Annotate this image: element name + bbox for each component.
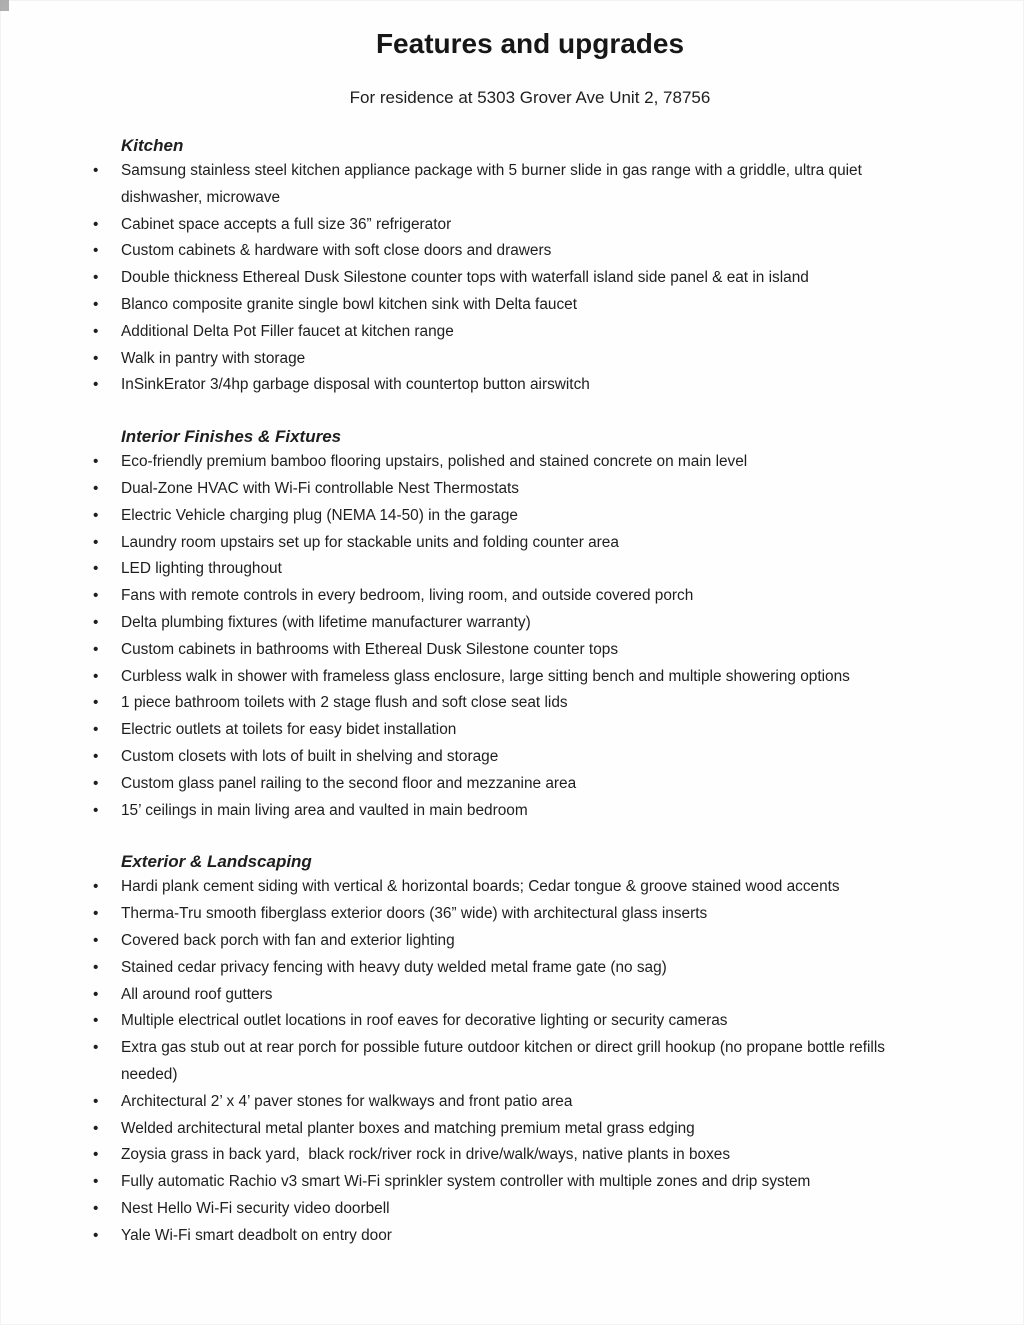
bullet-icon: • xyxy=(93,1199,99,1217)
feature-list xyxy=(93,449,939,824)
list-item-text: Electric Vehicle charging plug (NEMA 14-50) in the garage xyxy=(121,506,518,524)
bullet-icon: • xyxy=(93,242,99,260)
list-item-text: Custom cabinets & hardware with soft close doors and drawers xyxy=(121,242,552,260)
list-item xyxy=(93,1169,939,1196)
list-item xyxy=(93,212,939,239)
list-item-text: Blanco composite granite single bowl kitchen sink with Delta faucet xyxy=(121,295,577,313)
bullet-icon: • xyxy=(93,479,99,497)
list-item xyxy=(93,158,939,212)
list-item xyxy=(93,982,939,1009)
list-item xyxy=(93,265,939,292)
list-item-text: Therma-Tru smooth fiberglass exterior doors (36” wide) with architectural glass inserts xyxy=(121,905,708,923)
list-item xyxy=(93,1142,939,1169)
bullet-icon: • xyxy=(93,931,99,949)
bullet-icon: • xyxy=(93,985,99,1003)
list-item xyxy=(93,717,939,744)
bullet-icon: • xyxy=(93,694,99,712)
list-item-text: Architectural 2’ x 4’ paver stones for walkways and front patio area xyxy=(121,1092,573,1110)
bullet-icon: • xyxy=(93,640,99,658)
bullet-icon: • xyxy=(93,613,99,631)
list-item xyxy=(93,901,939,928)
list-item xyxy=(93,556,939,583)
bullet-icon: • xyxy=(93,453,99,471)
list-item-text: All around roof gutters xyxy=(121,985,273,1003)
list-item xyxy=(93,798,939,825)
bullet-icon: • xyxy=(93,1226,99,1244)
list-item-text: Custom cabinets in bathrooms with Ethereal Dusk Silestone counter tops xyxy=(121,640,619,658)
list-item-text: Custom glass panel railing to the second floor and mezzanine area xyxy=(121,774,577,792)
list-item-text: Samsung stainless steel kitchen appliance package with 5 burner slide in gas range with a griddle, ultra quiet dishwasher, microwave xyxy=(121,162,867,206)
list-item xyxy=(93,771,939,798)
list-item-text: Custom closets with lots of built in shelving and storage xyxy=(121,747,499,765)
list-item-text: Cabinet space accepts a full size 36” refrigerator xyxy=(121,215,452,233)
list-item xyxy=(93,449,939,476)
list-item-text: 15’ ceilings in main living area and vaulted in main bedroom xyxy=(121,801,528,819)
list-item xyxy=(93,583,939,610)
list-item-text: Yale Wi-Fi smart deadbolt on entry door xyxy=(121,1226,392,1244)
list-item xyxy=(93,372,939,399)
list-item xyxy=(93,637,939,664)
feature-list xyxy=(93,874,939,1249)
bullet-icon: • xyxy=(93,376,99,394)
list-item-text: Laundry room upstairs set up for stackable units and folding counter area xyxy=(121,533,619,551)
bullet-icon: • xyxy=(93,269,99,287)
list-item-text: Hardi plank cement siding with vertical & horizontal boards; Cedar tongue & groove stained wood accents xyxy=(121,878,840,896)
list-item-text: Zoysia grass in back yard, black rock/river rock in drive/walk/ways, native plants in boxes xyxy=(121,1146,731,1164)
section-heading: Exterior & Landscaping xyxy=(121,852,312,872)
feature-list xyxy=(93,158,939,399)
list-item xyxy=(93,1089,939,1116)
bullet-icon: • xyxy=(93,801,99,819)
sections-container xyxy=(93,134,939,1249)
bullet-icon: • xyxy=(93,747,99,765)
document-title: Features and upgrades xyxy=(375,28,685,59)
bullet-icon: • xyxy=(93,506,99,524)
bullet-icon: • xyxy=(93,958,99,976)
bullet-icon: • xyxy=(93,295,99,313)
bullet-icon: • xyxy=(93,322,99,340)
list-item xyxy=(93,503,939,530)
list-item-text: Walk in pantry with storage xyxy=(121,349,306,367)
list-item-text: Welded architectural metal planter boxes and matching premium metal grass edging xyxy=(121,1119,695,1137)
list-item-text: Covered back porch with fan and exterior lighting xyxy=(121,931,455,949)
list-item xyxy=(93,346,939,373)
section-heading: Interior Finishes & Fixtures xyxy=(121,427,342,447)
list-item-text: Electric outlets at toilets for easy bidet installation xyxy=(121,721,457,739)
list-item xyxy=(93,476,939,503)
bullet-icon: • xyxy=(93,1092,99,1110)
list-item xyxy=(93,874,939,901)
section-interior-finishes-fixtures xyxy=(93,425,939,824)
list-item-text: Nest Hello Wi-Fi security video doorbell xyxy=(121,1199,390,1217)
list-item-text: Additional Delta Pot Filler faucet at kitchen range xyxy=(121,322,454,340)
list-item xyxy=(93,928,939,955)
bullet-icon: • xyxy=(93,1173,99,1191)
bullet-icon: • xyxy=(93,667,99,685)
list-item-text: Curbless walk in shower with frameless glass enclosure, large sitting bench and multiple showering options xyxy=(121,667,850,685)
bullet-icon: • xyxy=(93,215,99,233)
list-item-text: LED lighting throughout xyxy=(121,560,282,578)
bullet-icon: • xyxy=(93,162,99,179)
bullet-icon: • xyxy=(93,1146,99,1164)
list-item xyxy=(93,664,939,691)
list-item xyxy=(93,1196,939,1223)
bullet-icon: • xyxy=(93,878,99,896)
list-item xyxy=(93,955,939,982)
list-item xyxy=(93,1223,939,1250)
list-item-text: Eco-friendly premium bamboo flooring upstairs, polished and stained concrete on main level xyxy=(121,453,748,471)
list-item-text: Fans with remote controls in every bedroom, living room, and outside covered porch xyxy=(121,587,694,605)
list-item-text: Fully automatic Rachio v3 smart Wi-Fi sprinkler system controller with multiple zones and drip system xyxy=(121,1173,811,1191)
list-item xyxy=(93,1116,939,1143)
scan-artifact-mark xyxy=(0,0,9,11)
section-exterior-landscaping xyxy=(93,850,939,1249)
section-heading: Kitchen xyxy=(121,136,184,155)
list-item-text: Delta plumbing fixtures (with lifetime manufacturer warranty) xyxy=(121,613,531,631)
bullet-icon: • xyxy=(93,1119,99,1137)
list-item-text: Stained cedar privacy fencing with heavy duty welded metal frame gate (no sag) xyxy=(121,958,667,976)
list-item xyxy=(93,744,939,771)
bullet-icon: • xyxy=(93,905,99,923)
list-item xyxy=(93,1035,939,1089)
list-item-text: Dual-Zone HVAC with Wi-Fi controllable Nest Thermostats xyxy=(121,479,519,497)
section-kitchen xyxy=(93,134,939,399)
bullet-icon: • xyxy=(93,587,99,605)
list-item xyxy=(93,690,939,717)
bullet-icon: • xyxy=(93,1039,99,1057)
list-item xyxy=(93,292,939,319)
bullet-icon: • xyxy=(93,1012,99,1030)
list-item xyxy=(93,610,939,637)
bullet-icon: • xyxy=(93,721,99,739)
bullet-icon: • xyxy=(93,774,99,792)
document-subtitle: For residence at 5303 Grover Ave Unit 2, 78756 xyxy=(349,88,711,107)
list-item xyxy=(93,1008,939,1035)
list-item xyxy=(93,238,939,265)
bullet-icon: • xyxy=(93,533,99,551)
bullet-icon: • xyxy=(93,560,99,578)
document-content xyxy=(93,0,939,1249)
bullet-icon: • xyxy=(93,349,99,367)
list-item-text: Extra gas stub out at rear porch for possible future outdoor kitchen or direct grill hookup (no propane bottle refills needed) xyxy=(121,1039,890,1083)
list-item xyxy=(93,319,939,346)
list-item-text: 1 piece bathroom toilets with 2 stage flush and soft close seat lids xyxy=(121,694,568,712)
list-item-text: Double thickness Ethereal Dusk Silestone counter tops with waterfall island side panel & eat in island xyxy=(121,269,809,287)
list-item-text: Multiple electrical outlet locations in roof eaves for decorative lighting or security cameras xyxy=(121,1012,728,1030)
list-item-text: InSinkErator 3/4hp garbage disposal with countertop button airswitch xyxy=(121,376,590,394)
list-item xyxy=(93,530,939,557)
